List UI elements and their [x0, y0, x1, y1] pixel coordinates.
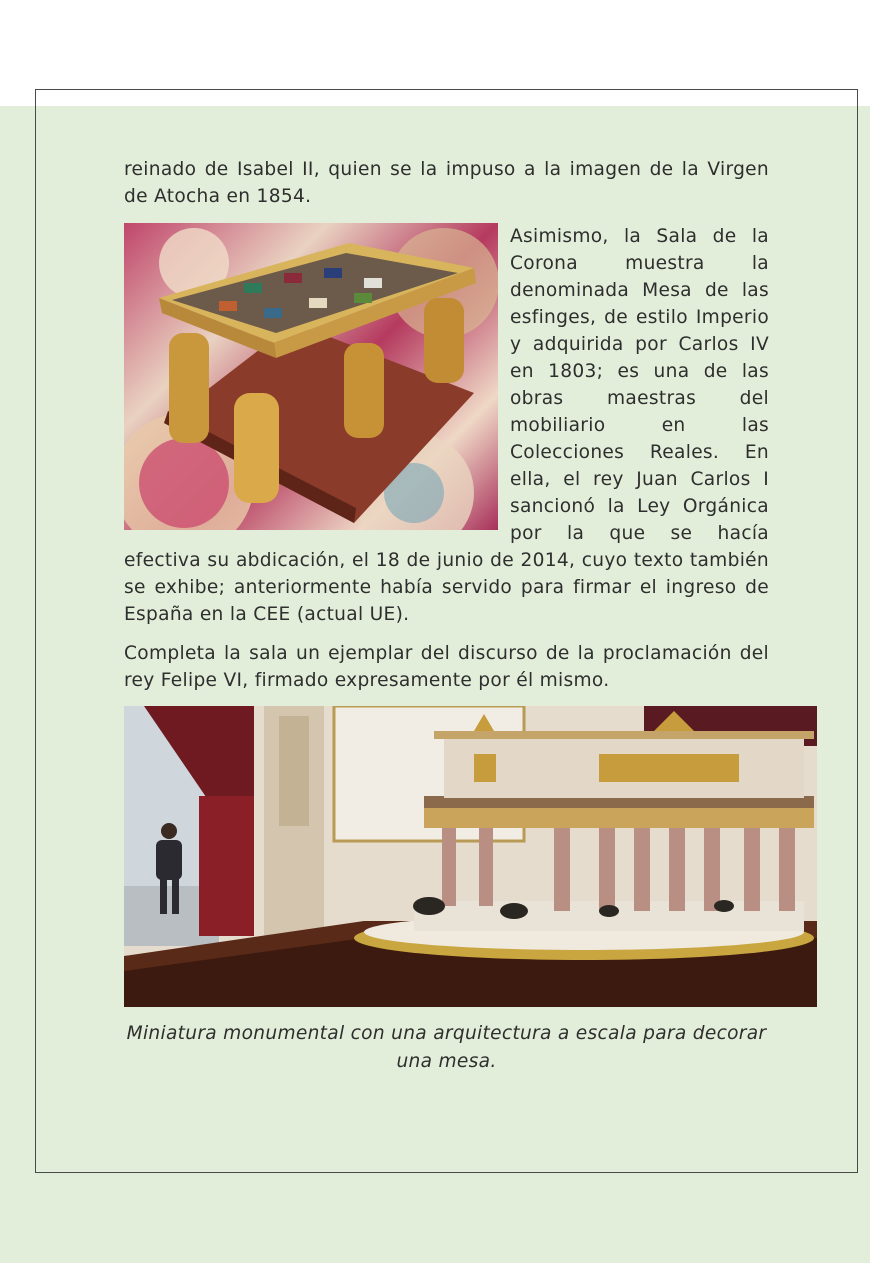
sphinx-table-photo — [124, 223, 498, 530]
sphinx-table-illustration — [124, 223, 498, 530]
paragraph-isabel: reinado de Isabel II, quien se la impuso a la imagen de la Virgen de Atocha en 1854. — [124, 159, 769, 207]
photo-caption: Miniatura monumental con una arquitectura a escala para decorar una mesa. — [126, 1023, 767, 1072]
miniature-monument-illustration — [124, 706, 817, 1007]
paragraph-mesa-esfinges — [124, 223, 769, 628]
miniature-monument-photo — [124, 706, 817, 1007]
paragraph-felipe: Completa la sala un ejemplar del discurso de la proclamación del rey Felipe VI, firmado expresamente por él mismo. — [124, 643, 769, 691]
paragraph-mesa-text: Asimismo, la Sala de la Corona muestra la denominada Mesa de las esfinges, de estilo Imperio y adquirida por Carlos IV en 1803; es una de las obras maestras del mobiliario en las Colecciones Reales. En ella, el rey Juan Carlos I sancionó la Ley Orgánica por la que se hacía efectiva su abdicación, el 18 de junio de 2014, cuyo texto también se exhibe; anteriormente había servido para firmar el ingreso de España en la CEE (actual UE). — [124, 226, 769, 625]
